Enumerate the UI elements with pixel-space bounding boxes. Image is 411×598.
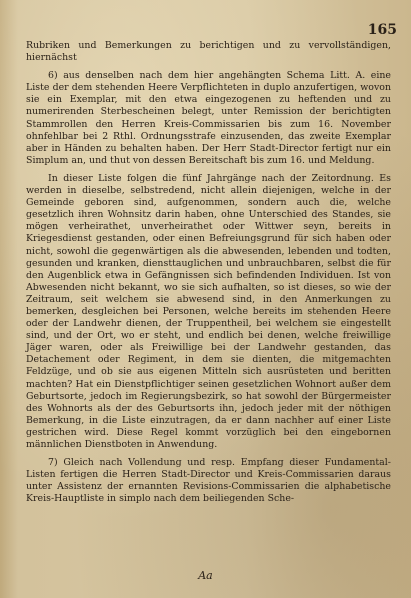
body-text [26,40,391,505]
paragraph-item-6: 6) aus denselben nach dem hier angehängten Schema Litt. A. eine Liste der dem stehenden Heere Verpflichteten in duplo anzufertigen, wovon sie ein Exemplar, mit den etwa eingezogenen zu heftenden und zu numerirenden Sterbescheinen belegt, unter Remission der berichtigten Stammrollen den Herren Kreis-Commissarien bis zum 16. November ohnfehlbar bei 2 Rthl. Ordnungsstrafe einzusenden, das zweite Exemplar aber in Händen zu behalten haben. Der Herr Stadt-Director fertigt nur ein Simplum an, und thut von dessen Bereitschaft bis zum 16. und Meldung. [26,70,391,166]
page-number: 165 [367,22,397,38]
printer-signature-mark: Aa [198,569,213,582]
paragraph-item-7: 7) Gleich nach Vollendung und resp. Empfang dieser Fundamental-Listen fertigen die Herren Stadt-Director und Kreis-Commissarien daraus unter Assistenz der ernannten Revisions-Commissarien die alphabetische Kreis-Hauptliste in simplo nach dem beiliegenden Sche- [26,457,391,505]
paragraph-continuation: Rubriken und Bemerkungen zu berichtigen und zu vervollständigen, hiernächst [26,40,391,64]
paragraph-list-rules: In dieser Liste folgen die fünf Jahrgänge nach der Zeitordnung. Es werden in dieselbe, selbstredend, nicht allein diejenigen, welche in der Gemeinde geboren sind, aufgenommen, sondern auch die, welche gesetzlich ihren Wohnsitz darin haben, ohne Unterschied des Standes, sie mögen verheirathet, unverheirathet oder Wittwer seyn, bereits in Kriegesdienst gestanden, oder einen Befreiungsgrund für sich haben oder nicht, sowohl die gegenwärtigen als die abwesenden, lebenden und todten, gesunden und kranken, diensttauglichen und unbrauchbaren, selbst die für den Augenblick etwa in Gefängnissen sich befindenden Individuen. Ist von Abwesenden nicht bekannt, wo sie sich aufhalten, so ist dieses, so wie der Zeitraum, seit welchem sie abwesend sind, in den Anmerkungen zu bemerken, desgleichen bei Personen, welche bereits im stehenden Heere oder der Landwehr dienen, der Truppentheil, bei welchem sie eingestellt sind, und der Ort, wo er steht, und endlich bei denen, welche freiwillige Jäger waren, oder als Freiwillige bei der Landwehr gestanden, das Detachement oder Regiment, in dem sie dienten, die mitgemachten Feldzüge, und ob sie aus eigenen Mitteln sich ausrüsteten und beritten machten? Hat ein Dienstpflichtiger seinen gesetzlichen Wohnort außer dem Geburtsorte, jedoch im Regierungsbezirk, so hat sowohl der Bürgermeister des Wohnorts als der des Geburtsorts ihn, jedoch jeder mit der nöthigen Bemerkung, in die Liste einzutragen, da er dann nachher auf einer Liste gestrichen wird. Diese Regel kommt vorzüglich bei den eingebornen männlichen Dienstboten in Anwendung. [26,172,391,450]
